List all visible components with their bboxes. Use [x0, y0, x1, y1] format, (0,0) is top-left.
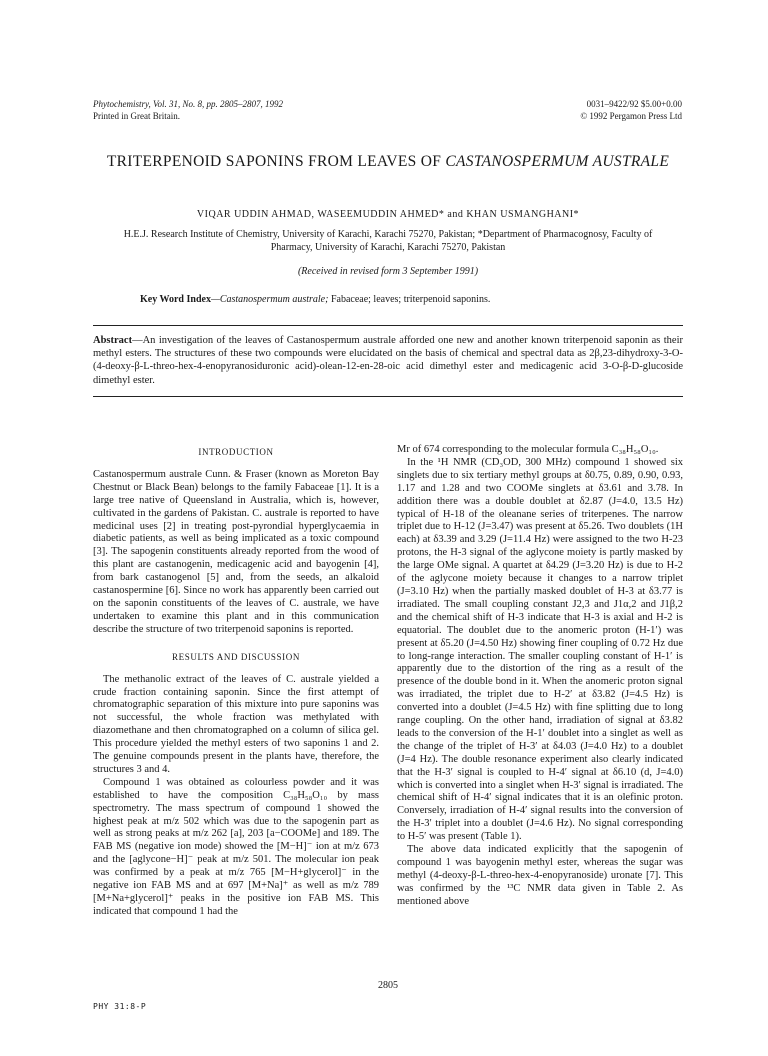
right-column [397, 444, 683, 909]
results-paragraph-2: Compound 1 was obtained as colourless powder and it was established to have the composition C₃₈H₅₈O₁₀ by mass spectrometry. The mass spectrum of compound 1 showed the highest peak at m/z 502 which was due to the sapogenin part as well as strong peaks at m/z 262 [a], 203 [a−COOMe] and 189. The FAB MS (negative ion mode) showed the [M−H]⁻ ion at m/z 673 and the [aglycone−H]⁻ peak at m/z 501. The molecular ion peak was confirmed by a peak at m/z 765 [M−H+glycerol]⁻ in the negative ion FAB MS and at 697 [M+Na]⁺ as well as m/z 789 [M+Na+glycerol]⁺ peaks in the positive ion FAB MS. This indicated that compound 1 had the [93, 776, 379, 917]
abstract [93, 334, 683, 387]
author-list: VIQAR UDDIN AHMAD, WASEEMUDDIN AHMED* and KHAN USMANGHANI* [196, 209, 580, 220]
left-column [93, 444, 379, 919]
title-species: CASTANOSPERMUM AUSTRALE [445, 153, 670, 170]
printed-in: Printed in Great Britain. [93, 111, 180, 121]
nmr-paragraph: In the ¹H NMR (CD₃OD, 300 MHz) compound 1 showed six singlets due to six tertiary methyl groups at δ0.75, 0.89, 0.90, 0.93, 1.17 and 1.28 and two COOMe singlets at δ3.61 and 3.78. In addition there was a double doublet at δ2.87 (J=4.0, 13.5 Hz) typical of H-18 of the oleanane series of triterpenes. The narrow triplet due to H-12 (J=3.47) was present at δ5.26. Two doublets (1H each) at δ3.39 and 3.29 (J=11.4 Hz) were assigned to the two H-23 protons, the H-3 signal of the aglycone moiety is partly masked by the large OMe signal. A quartet at δ4.29 (J=3.20 Hz) is due to H-2 of the aglycone moiety because it changes to a narrow triplet (J=3.10 Hz) when the partially masked doublet of H-3 at δ3.77 is irradiated. The small coupling constant J2,3 and J1α,2 and J1β,2 and the chemical shift of H-3 indicate that H-3 is axial and H-2 is equatorial. The doublet due to the anomeric proton (H-1′) was present at δ5.20 (J=4.50 Hz) showing finer coupling of 0.72 Hz due to long-range interaction. The smaller coupling constant of H-1′ is apparently due to the distortion of the ring as a result of the presence of the double bond in it. When the anomeric proton signal was irradiated, the triplet due to H-2′ at δ3.82 (J=4.5 Hz) is converted into a doublet (J=4.5 Hz) with fine splitting due to long range coupling. On the other hand, irradiation of signal at δ3.82 leads to the conversion of the H-1′ doublet into a singlet as well as the change of the triplet of H-3′ at δ4.03 (J=4.0 Hz) to a doublet (J=4 Hz). The double resonance experiment also clearly indicated that the H-3′ signal is coupled to H-4′ signal at δ6.10 (d, J=4.0) which is converted into a singlet when H-3′ signal is irradiated. The chemical shift of H-4′ signal indicates that it is an olefinic proton. Conversely, irradiation of H-4′ signal results into the conversion of the H-3′ triplet into a doublet (J=4.6 Hz). No signal corresponding to H-5′ was present (Table 1). [397, 456, 683, 843]
abstract-label: Abstract [93, 335, 133, 346]
page-number: 2805 [378, 980, 398, 991]
copyright-block [580, 98, 682, 122]
molecular-weight-paragraph: Mr of 674 corresponding to the molecular formula C₃₈H₅₈O₁₀. [397, 444, 659, 455]
sugar-paragraph: The above data indicated explicitly that the sapogenin of compound 1 was bayogenin methyl ester, whereas the sugar was methyl (4-deoxy-β-L-threo-hex-4-enopyranoside) uronate [7]. This was confirmed by the ¹³C NMR data given in Table 2. As mentioned above [397, 844, 683, 907]
footer-code: PHY 31:8-P [93, 1002, 147, 1011]
results-heading: RESULTS AND DISCUSSION [172, 651, 300, 662]
keyword-terms: Fabaceae; leaves; triterpenoid saponins. [328, 294, 491, 305]
affiliation: H.E.J. Research Institute of Chemistry, University of Karachi, Karachi 75270, Pakistan; *Department of Pharmacognosy, Faculty of Pharmacy, University of Karachi, Karachi 75270, Pakistan [123, 229, 653, 253]
journal-citation [93, 98, 283, 122]
received-date: (Received in revised form 3 September 1991) [297, 266, 479, 277]
issn-price: 0031–9422/92 $5.00+0.00 [586, 99, 682, 109]
keyword-index [140, 294, 490, 305]
introduction-heading: INTRODUCTION [198, 447, 274, 457]
keyword-label: Key Word Index [140, 294, 211, 305]
introduction-paragraph: Castanospermum australe Cunn. & Fraser (known as Moreton Bay Chestnut or Black Bean) belongs to the family Fabaceae [1]. It is a large tree native of Queensland in Australia, which is, however, cultivated in the gardens of Pakistan. C. australe is reported to have medicinal uses [2] in treating post-pyrondial hyperglycaemia in diabetic patients, as well as being implicated as a toxic compound [3]. The sapogenin constituents already reported from the wood of this plant are castanogenin, medicagenic acid and bayogenin [4], from bark castanogenol [5] and, from the seeds, an alkaloid castanospermine [6]. Since no work has apparently been carried out on the saponin constituents of the leaves of C. australe, we have undertaken to examine this plant and in this communication describe the structure of two triterpenoid saponins is reported. [93, 468, 379, 635]
abstract-text: —An investigation of the leaves of Castanospermum australe afforded one new and another known triterpenoid saponin as their methyl esters. The structures of these two compounds were elucidated on the basis of chemical and spectral data as 2β,23-dihydroxy-3-O-(4-deoxy-β-L-threo-hex-4-enopyranosiduronic acid)-olean-12-en-28-oic acid dimethyl ester and medicagenic acid 3-O-β-D-glucoside dimethyl ester. [93, 335, 683, 386]
title-text: TRITERPENOID SAPONINS FROM LEAVES OF [106, 153, 446, 170]
copyright-notice: © 1992 Pergamon Press Ltd [580, 111, 682, 121]
keyword-species: —Castanospermum australe; [210, 294, 329, 305]
results-paragraph-1: The methanolic extract of the leaves of C. australe yielded a crude fraction containing saponin. Since the first attempt of chromatographic separation of this mixture into pure saponins was not successful, the whole fraction was methylated with diazomethane and then chromatographed on a column of silica gel. This procedure yielded the methyl esters of two saponins 1 and 2. The genuine compounds present in the plants have, therefore, the structures 3 and 4. [93, 673, 379, 775]
abstract-bottom-rule [93, 396, 683, 397]
journal-reference: Phytochemistry, Vol. 31, No. 8, pp. 2805–2807, 1992 [93, 99, 283, 109]
paper-title [93, 152, 683, 172]
abstract-top-rule [93, 325, 683, 326]
